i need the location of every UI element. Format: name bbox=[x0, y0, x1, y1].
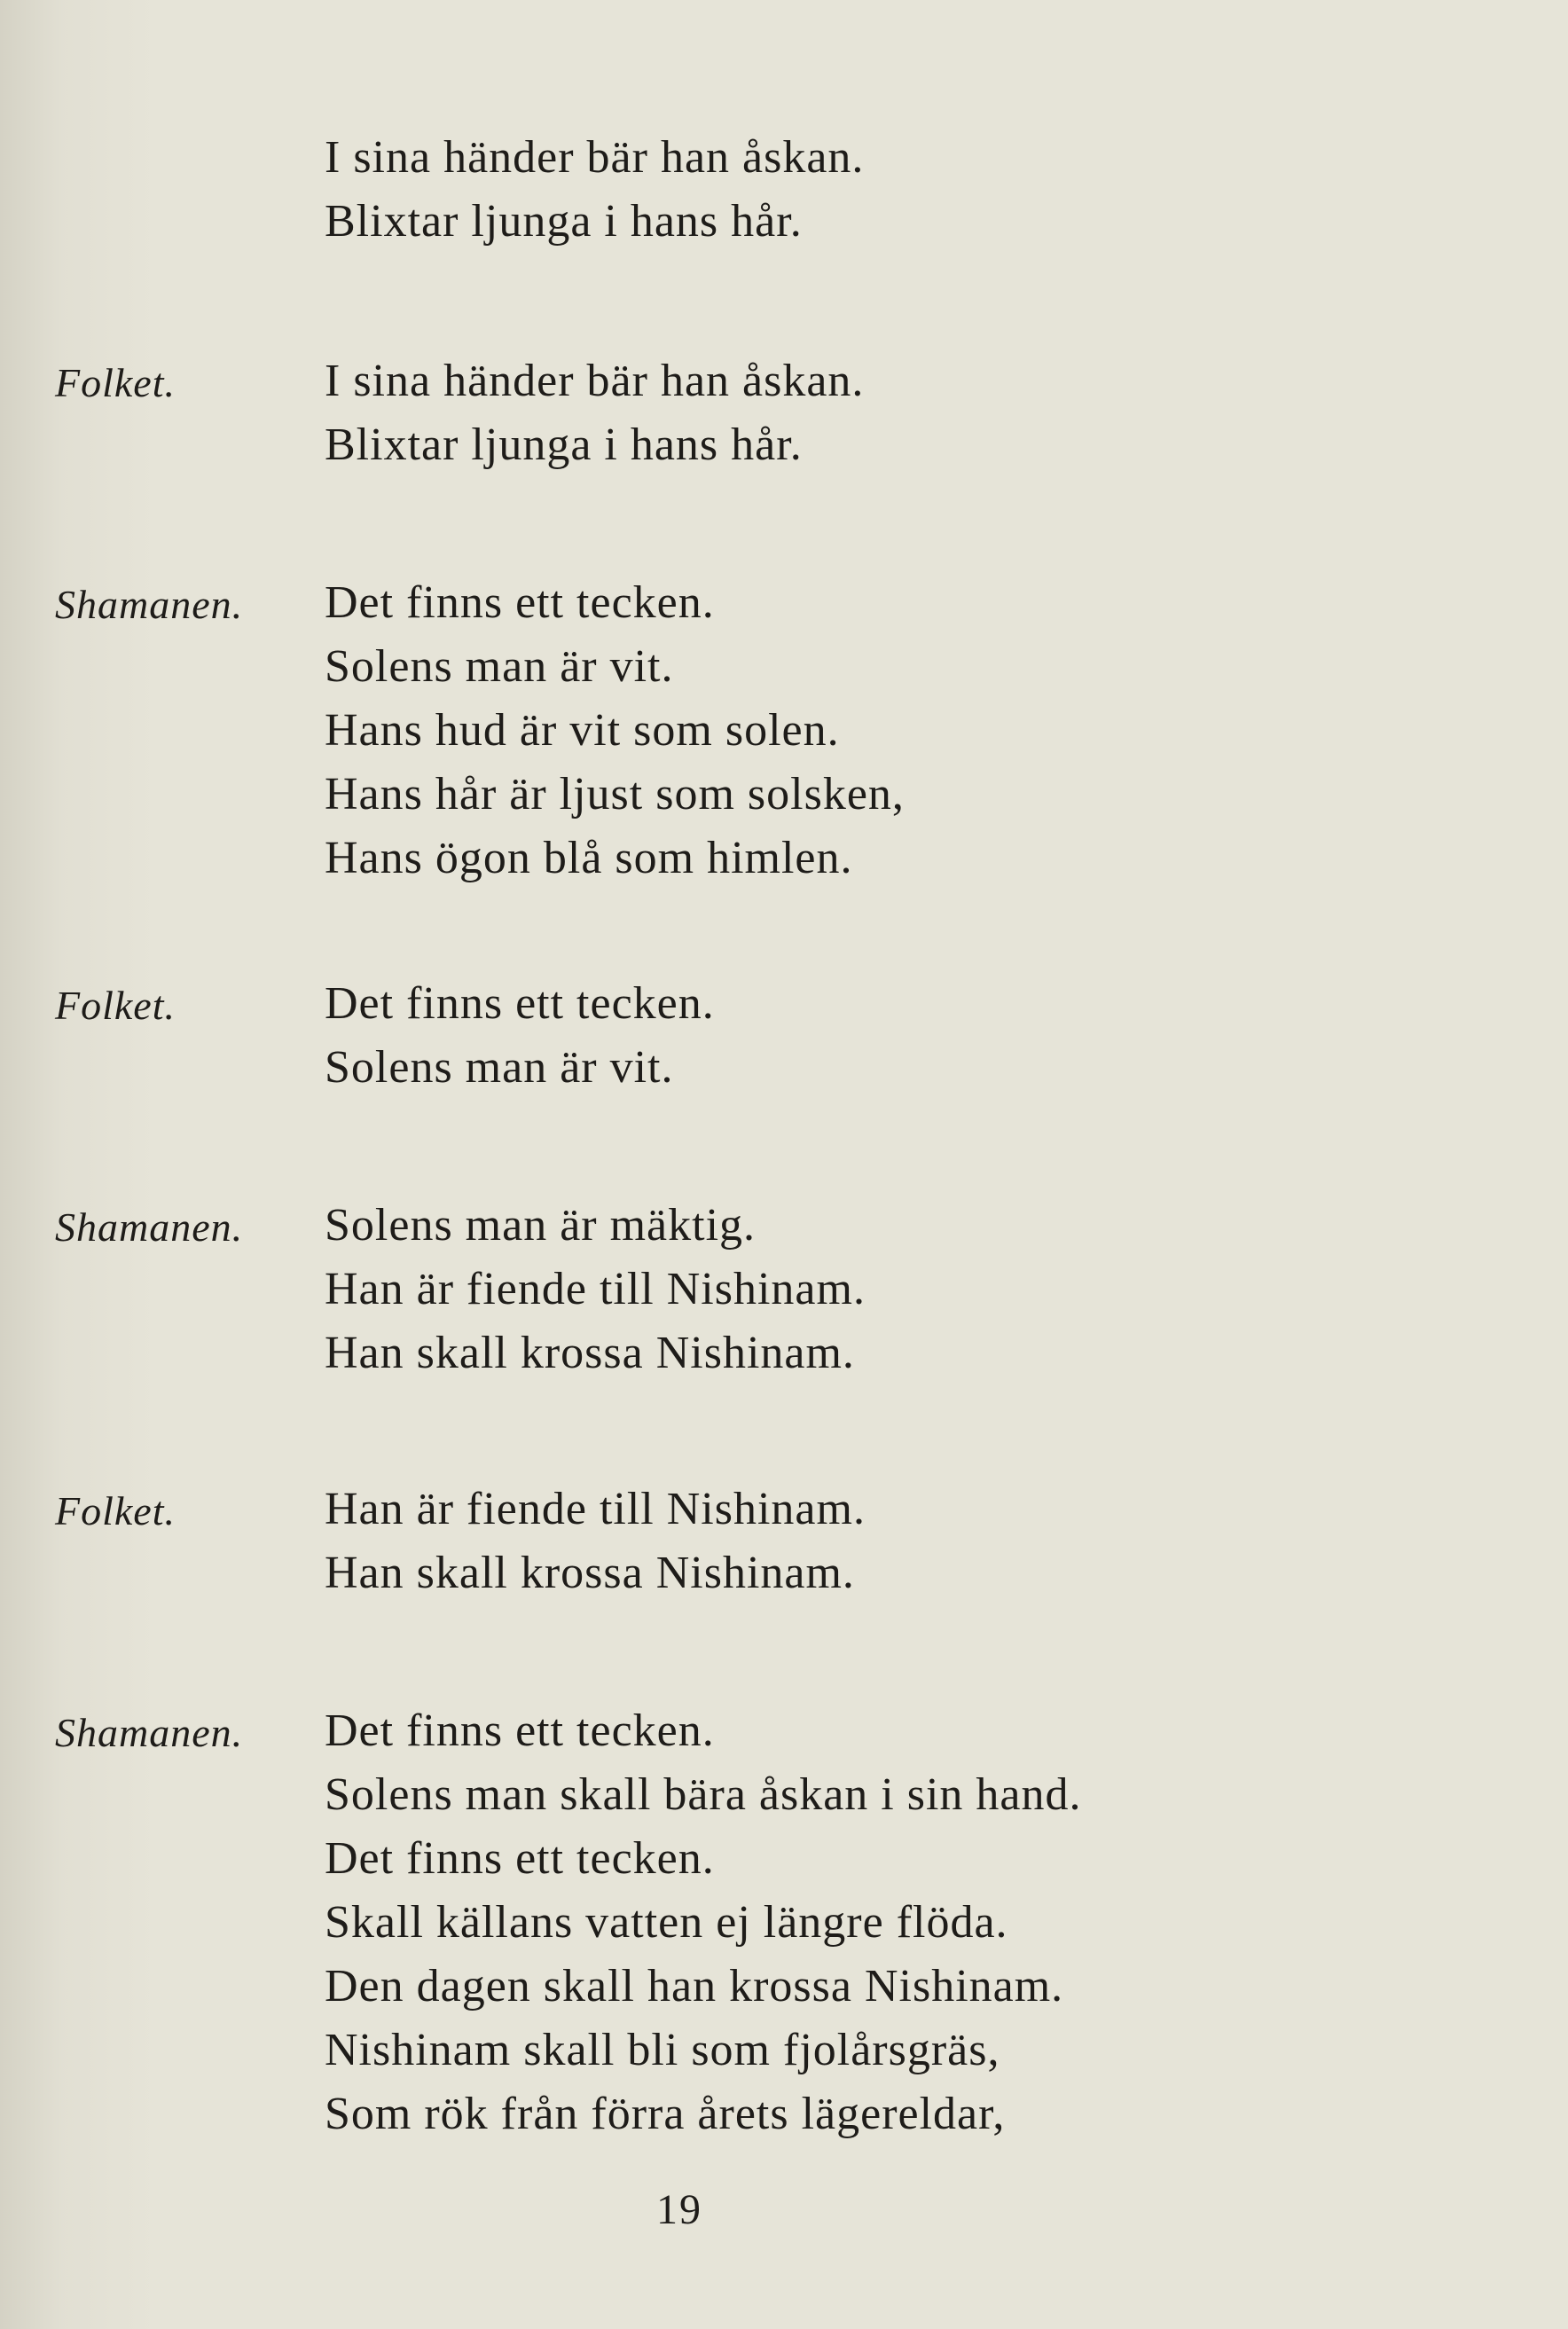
verse-line: Hans hud är vit som solen. bbox=[325, 705, 840, 756]
verse-line: Solens man skall bära åskan i sin hand. bbox=[325, 1769, 1082, 1820]
speaker-label: Folket. bbox=[55, 983, 176, 1028]
verse-line: I sina händer bär han åskan. bbox=[325, 132, 865, 183]
verse-line: Den dagen skall han krossa Nishinam. bbox=[325, 1961, 1064, 2011]
verse-line: Blixtar ljunga i hans hår. bbox=[325, 420, 803, 470]
verse-line: Solens man är vit. bbox=[325, 641, 674, 692]
verse-line: Han skall krossa Nishinam. bbox=[325, 1328, 855, 1378]
speaker-label: Shamanen. bbox=[55, 1710, 244, 1755]
verse-line: Som rök från förra årets lägereldar, bbox=[325, 2089, 1006, 2139]
verse-line: Han är fiende till Nishinam. bbox=[325, 1264, 866, 1314]
verse-line: Det finns ett tecken. bbox=[325, 577, 715, 628]
verse-line: Nishinam skall bli som fjolårsgräs, bbox=[325, 2025, 1000, 2075]
speaker-label: Shamanen. bbox=[55, 1204, 244, 1250]
verse-line: Solens man är vit. bbox=[325, 1042, 674, 1093]
verse-line: Blixtar ljunga i hans hår. bbox=[325, 196, 803, 247]
verse-line: I sina händer bär han åskan. bbox=[325, 356, 865, 406]
verse-line: Hans ögon blå som himlen. bbox=[325, 833, 853, 883]
verse-line: Han är fiende till Nishinam. bbox=[325, 1484, 866, 1534]
verse-line: Skall källans vatten ej längre flöda. bbox=[325, 1897, 1008, 1948]
verse-line: Han skall krossa Nishinam. bbox=[325, 1548, 855, 1598]
speaker-label: Folket. bbox=[55, 1488, 176, 1533]
speaker-label: Shamanen. bbox=[55, 582, 244, 627]
speaker-label: Folket. bbox=[55, 360, 176, 405]
verse-line: Hans hår är ljust som solsken, bbox=[325, 769, 905, 819]
page-number: 19 bbox=[656, 2186, 702, 2233]
verse-line: Solens man är mäktig. bbox=[325, 1200, 757, 1251]
verse-line: Det finns ett tecken. bbox=[325, 978, 715, 1029]
verse-line: Det finns ett tecken. bbox=[325, 1833, 715, 1884]
verse-line: Det finns ett tecken. bbox=[325, 1706, 715, 1756]
